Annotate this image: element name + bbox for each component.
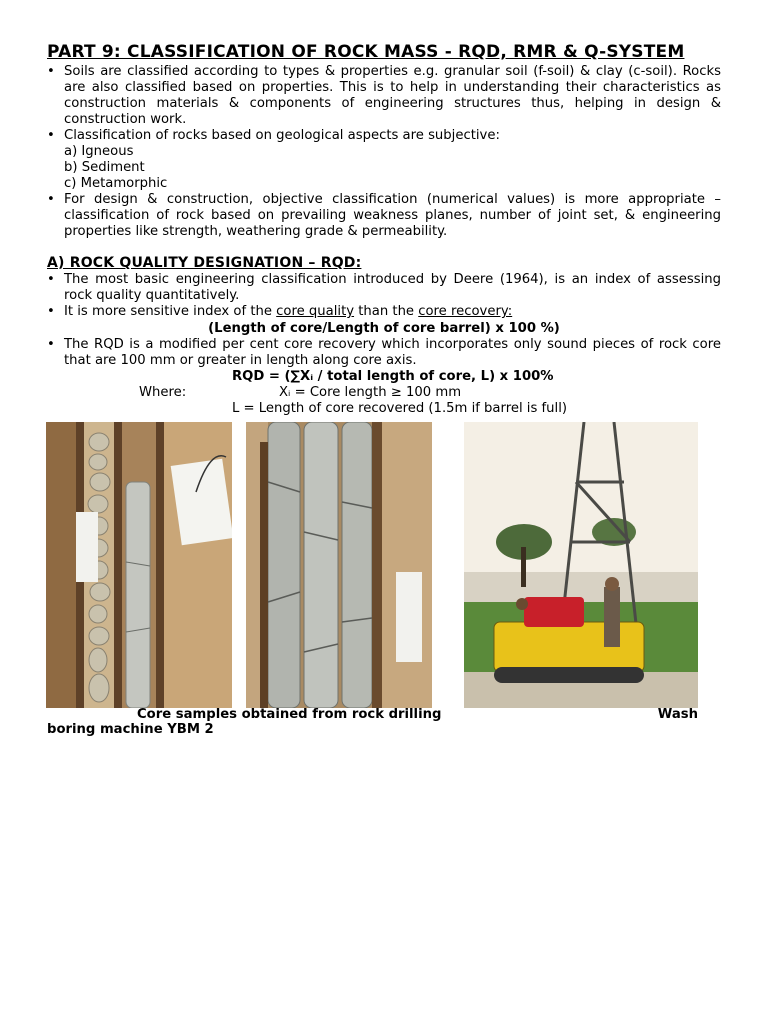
core-closeup-photo [246,422,432,708]
where-line [47,385,721,401]
core-closeup-image [246,422,432,708]
caption-left: Core samples obtained from rock drilling [137,707,442,722]
intro-bullet-1: • Soils are classified according to types & properties e.g. granular soil (f-soil) & clay (c-soil). Rocks are also classified based on properties. This is to help in understanding their characteristics as construction materials & components of engineering structures thus, helping in design & construction work. [47,64,721,127]
rock-type-sediment: b) Sediment [64,160,145,175]
rqd-formula: RQD = (∑Xᵢ / total length of core, L) x 100% [232,369,554,384]
rqd-bullet-1: • The most basic engineering classification introduced by Deere (1964), is an index of assessing rock quality quantitatively. [47,272,721,303]
l-definition: L = Length of core recovered (1.5m if barrel is full) [232,401,568,416]
xi-definition: Xᵢ = Core length ≥ 100 mm [279,385,462,400]
where-label: Where: [139,385,187,400]
core-box-photo [46,422,232,708]
rock-type-metamorphic: c) Metamorphic [64,176,168,191]
bullet-text: Soils are classified according to types & properties e.g. granular soil (f-soil) & clay (c-soil). Rocks are also classified based on properties. This is to help in understanding their characteristics as construction materials & components of engineering structures thus, helping in design & construction work. [64,64,721,127]
document-page [47,42,721,417]
bullet-text-pre: It is more sensitive index of the [64,304,277,319]
underlined-term-core-recovery: core recovery: [418,304,513,319]
rqd-bullet-3: • The RQD is a modified per cent core recovery which incorporates only sound pieces of rock core that are 100 mm or greater in length along core axis. [47,337,721,368]
caption-right: Wash [657,707,698,722]
core-recovery-formula: (Length of core/Length of core barrel) x 100 %) [208,321,560,336]
caption-line-2: boring machine YBM 2 [47,722,214,737]
rock-type-igneous: a) Igneous [64,144,134,159]
intro-bullet-3: • For design & construction, objective classification (numerical values) is more appropriate – classification of rock based on prevailing weakness planes, number of joint set, & engineering properties like strength, weathering grade & permeability. [47,192,721,239]
photo-row [46,422,698,709]
bullet-text-mid: than the [354,304,419,319]
drilling-machine-image [464,422,698,708]
underlined-term-core-quality: core quality [276,304,355,319]
bullet-text: Classification of rocks based on geological aspects are subjective: [64,128,500,143]
bullet-text: The RQD is a modified per cent core recovery which incorporates only sound pieces of rock core that are 100 mm or greater in length along core axis. [64,337,721,368]
bullet-text: The most basic engineering classification introduced by Deere (1964), is an index of assessing rock quality quantitatively. [64,272,721,303]
bullet-text: For design & construction, objective classification (numerical values) is more appropriate – classification of rock based on prevailing weakness planes, number of joint set, & engineering properties like strength, weathering grade & permeability. [64,192,721,239]
drilling-machine-photo [464,422,698,708]
intro-bullet-2: • Classification of rocks based on geological aspects are subjective: [47,128,500,143]
figure-caption [47,707,698,737]
page-title: PART 9: CLASSIFICATION OF ROCK MASS - RQD, RMR & Q-SYSTEM [47,42,685,62]
section-heading-rqd: A) ROCK QUALITY DESIGNATION – RQD: [47,255,362,271]
rqd-bullet-2: • It is more sensitive index of the core quality than the core recovery: [47,304,513,319]
core-box-image [46,422,232,708]
